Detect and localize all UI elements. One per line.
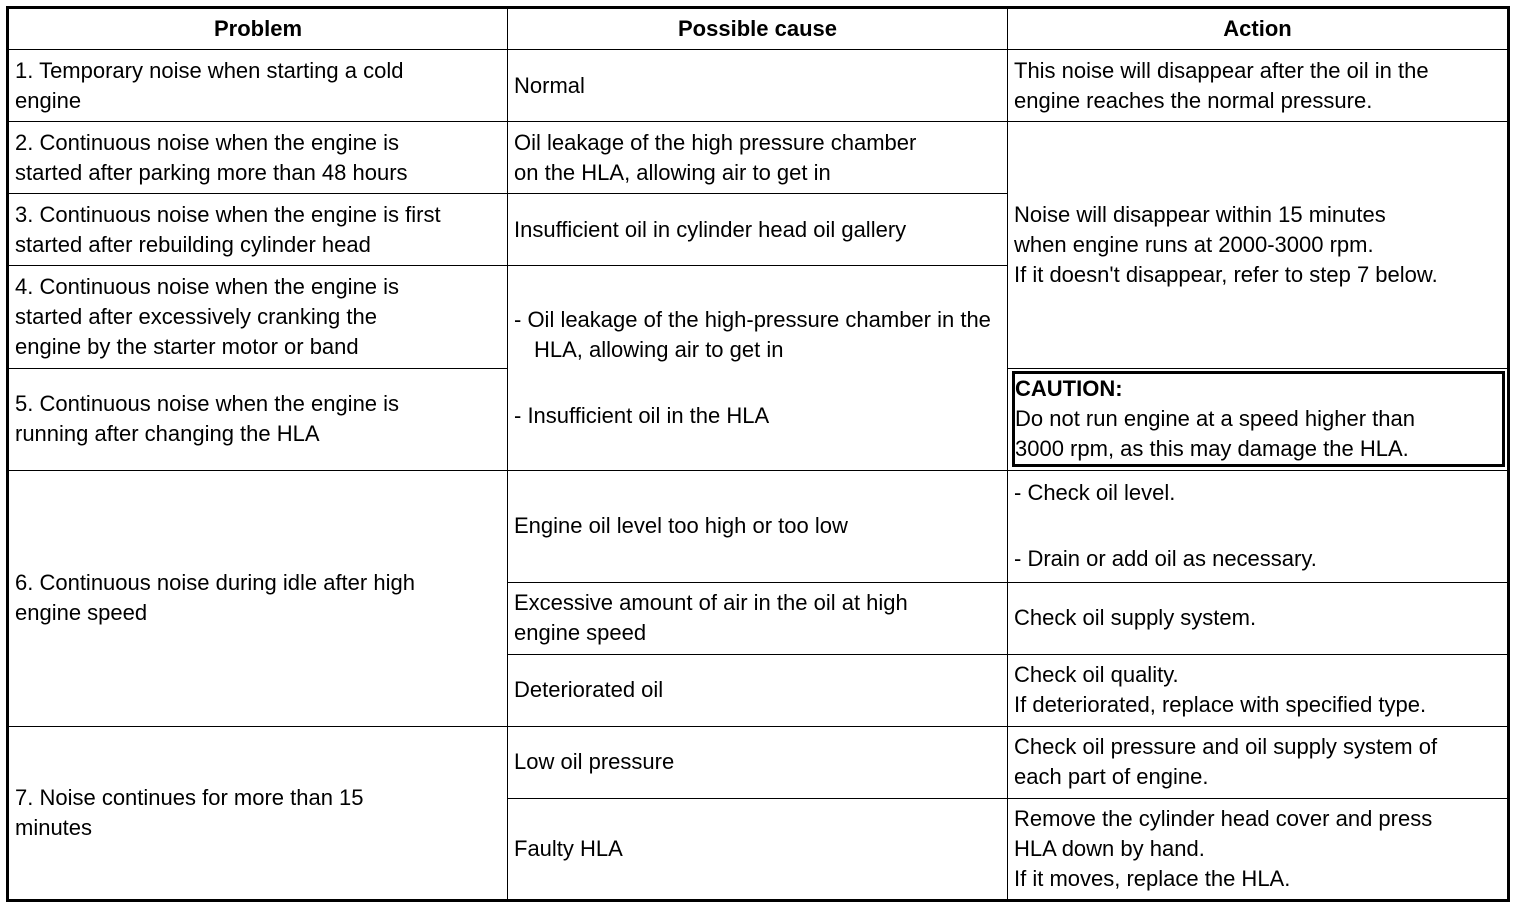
action-text: Check oil supply system. — [1014, 605, 1257, 631]
cause-text: Engine oil level too high or too low — [514, 513, 848, 539]
cause-text: Excessive amount of air in the oil at high — [514, 590, 908, 616]
action-text: Check oil pressure and oil supply system of — [1014, 734, 1438, 760]
caution-cell — [1008, 369, 1509, 470]
action-cell — [1008, 726, 1509, 798]
action-text: HLA down by hand. — [1014, 835, 1205, 861]
caution-title: CAUTION: — [1015, 376, 1123, 402]
cause-text: - Insufficient oil in the HLA — [514, 402, 770, 428]
problem-cell — [8, 369, 508, 470]
problem-text: engine speed — [15, 600, 148, 626]
problem-cell — [8, 50, 508, 122]
action-text: If it moves, replace the HLA. — [1014, 865, 1291, 891]
cause-text: Normal — [514, 72, 585, 98]
caution-text: Do not run engine at a speed higher than — [1015, 406, 1415, 432]
action-text: If it doesn't disappear, refer to step 7 below. — [1014, 262, 1438, 288]
cause-cell — [508, 726, 1008, 798]
action-text: each part of engine. — [1014, 764, 1209, 790]
problem-text: 4. Continuous noise when the engine is — [15, 274, 400, 300]
cause-cell — [508, 654, 1008, 726]
spacer — [514, 365, 1001, 401]
action-cell — [1008, 654, 1509, 726]
cause-text: Oil leakage of the high pressure chamber — [514, 129, 917, 155]
problem-text: minutes — [15, 814, 93, 840]
action-cell — [1008, 470, 1509, 582]
problem-text: 1. Temporary noise when starting a cold — [15, 57, 404, 83]
problem-cell — [8, 470, 508, 726]
action-cell — [1008, 50, 1509, 122]
cause-cell — [508, 470, 1008, 582]
problem-text: running after changing the HLA — [15, 421, 320, 447]
cause-cell — [508, 50, 1008, 122]
problem-text: 7. Noise continues for more than 15 — [15, 784, 364, 810]
cause-text: on the HLA, allowing air to get in — [514, 159, 831, 185]
problem-text: 3. Continuous noise when the engine is first — [15, 201, 441, 227]
action-text: - Check oil level. — [1014, 480, 1176, 506]
problem-cell — [8, 726, 508, 900]
table-row — [8, 50, 1509, 122]
cause-text: Low oil pressure — [514, 749, 675, 775]
cause-cell-shared — [508, 266, 1008, 470]
action-text: This noise will disappear after the oil in the — [1014, 57, 1429, 83]
problem-text: started after excessively cranking the — [15, 304, 377, 330]
problem-text: 5. Continuous noise when the engine is — [15, 391, 400, 417]
action-cell — [1008, 798, 1509, 900]
cause-text: - Oil leakage of the high-pressure chamber in the HLA, allowing air to get in — [514, 306, 991, 362]
action-cell — [1008, 582, 1509, 654]
header-row — [8, 8, 1509, 50]
problem-text: started after parking more than 48 hours — [15, 159, 408, 185]
action-text: If deteriorated, replace with specified type. — [1014, 692, 1427, 718]
problem-cell — [8, 266, 508, 369]
cause-cell — [508, 194, 1008, 266]
action-text: engine reaches the normal pressure. — [1014, 87, 1373, 113]
problem-text: 2. Continuous noise when the engine is — [15, 129, 400, 155]
caution-text: 3000 rpm, as this may damage the HLA. — [1015, 436, 1409, 462]
cause-text: Deteriorated oil — [514, 677, 664, 703]
problem-text: 6. Continuous noise during idle after high — [15, 570, 415, 596]
cause-cell — [508, 122, 1008, 194]
problem-text: engine — [15, 87, 82, 113]
action-text: - Drain or add oil as necessary. — [1014, 546, 1317, 572]
problem-cell — [8, 194, 508, 266]
header-action: Action — [1008, 8, 1509, 50]
table-row — [8, 726, 1509, 798]
action-text: Check oil quality. — [1014, 662, 1179, 688]
troubleshooting-table — [6, 6, 1510, 902]
cause-cell — [508, 582, 1008, 654]
cause-cell — [508, 798, 1008, 900]
cause-text: Faulty HLA — [514, 835, 623, 861]
action-text: Remove the cylinder head cover and press — [1014, 805, 1433, 831]
header-possible-cause: Possible cause — [508, 8, 1008, 50]
cause-text: engine speed — [514, 620, 647, 646]
action-cell-shared — [1008, 122, 1509, 369]
problem-text: started after rebuilding cylinder head — [15, 231, 371, 257]
problem-cell — [8, 122, 508, 194]
cause-text: Insufficient oil in cylinder head oil gallery — [514, 216, 907, 242]
action-text: when engine runs at 2000-3000 rpm. — [1014, 232, 1374, 258]
header-problem: Problem — [8, 8, 508, 50]
action-text: Noise will disappear within 15 minutes — [1014, 202, 1386, 228]
table-row — [8, 122, 1509, 194]
problem-text: engine by the starter motor or band — [15, 334, 359, 360]
spacer — [1014, 508, 1501, 544]
table-row — [8, 470, 1509, 582]
caution-box — [1012, 371, 1505, 467]
